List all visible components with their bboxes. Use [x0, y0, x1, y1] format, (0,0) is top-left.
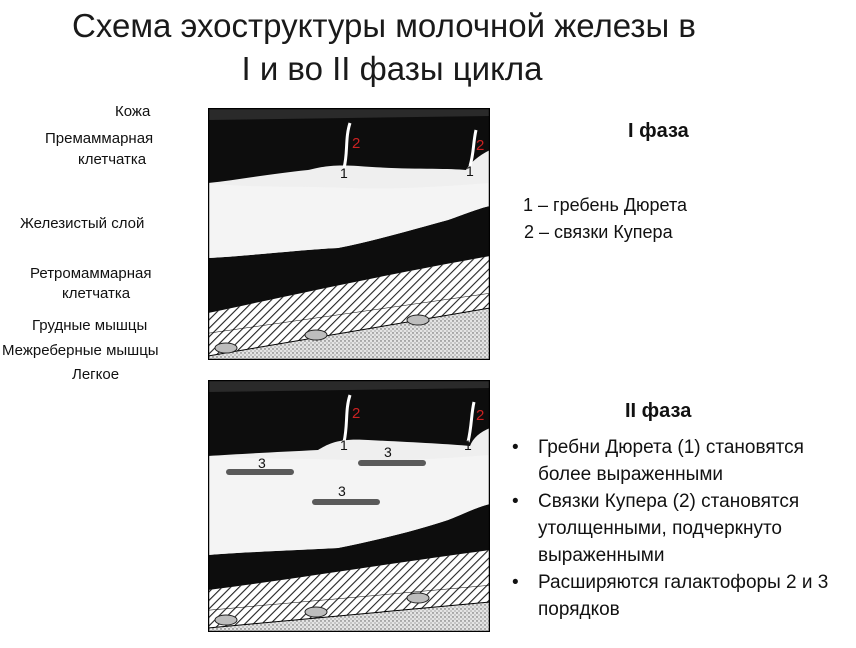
phase-1-legend-1: 1 – гребень Дюрета: [523, 195, 688, 215]
intercostal-oval: [215, 615, 237, 625]
mark-cooper: 2: [352, 405, 361, 422]
phase-1-legend-2: 2 – связки Купера: [524, 222, 673, 242]
intercostal-oval: [305, 607, 327, 617]
label-skin: Кожа: [115, 103, 151, 120]
label-pectoral: Грудные мышцы: [32, 317, 148, 334]
label-lung: Легкое: [72, 366, 120, 383]
mark-duret: 1: [464, 437, 472, 453]
galactophore-duct: [358, 460, 426, 466]
mark-galactophore: 3: [384, 444, 392, 460]
label-glandular: Железистый слой: [20, 215, 145, 232]
phase-2-bullets: [510, 434, 854, 623]
mark-cooper: 2: [476, 137, 485, 154]
label-premammary-1: Премаммарная: [45, 130, 154, 147]
mark-galactophore: 3: [258, 455, 266, 471]
label-retromammary-1: Ретромаммарная: [30, 265, 152, 282]
label-premammary-2: клетчатка: [78, 151, 147, 168]
title-line-1: Схема эхоструктуры молочной железы в: [72, 7, 696, 44]
intercostal-oval: [407, 315, 429, 325]
mark-duret: 1: [466, 163, 474, 179]
mark-cooper: 2: [476, 407, 485, 424]
label-intercostal: Межреберные мышцы: [2, 342, 159, 359]
mark-galactophore: 3: [338, 483, 346, 499]
phase-1-heading: I фаза: [628, 120, 689, 142]
phase-2-bullet: • Расширяются галактофоры 2 и 3 порядков: [510, 569, 854, 623]
label-retromammary-2: клетчатка: [62, 285, 131, 302]
intercostal-oval: [305, 330, 327, 340]
phase-2-bullet: • Гребни Дюрета (1) становятся более выраженными: [510, 434, 854, 488]
intercostal-oval: [215, 343, 237, 353]
mark-duret: 1: [340, 165, 348, 181]
phase-1-diagram: [208, 108, 490, 360]
intercostal-oval: [407, 593, 429, 603]
galactophore-duct: [312, 499, 380, 505]
title-line-2: I и во II фазы цикла: [241, 50, 543, 87]
phase-2-heading: II фаза: [625, 400, 692, 422]
mark-duret: 1: [340, 437, 348, 453]
mark-cooper: 2: [352, 135, 361, 152]
phase-2-diagram: [208, 380, 490, 632]
phase-2-bullet: • Связки Купера (2) становятся утолщенными, подчеркнуто выраженными: [510, 488, 854, 569]
